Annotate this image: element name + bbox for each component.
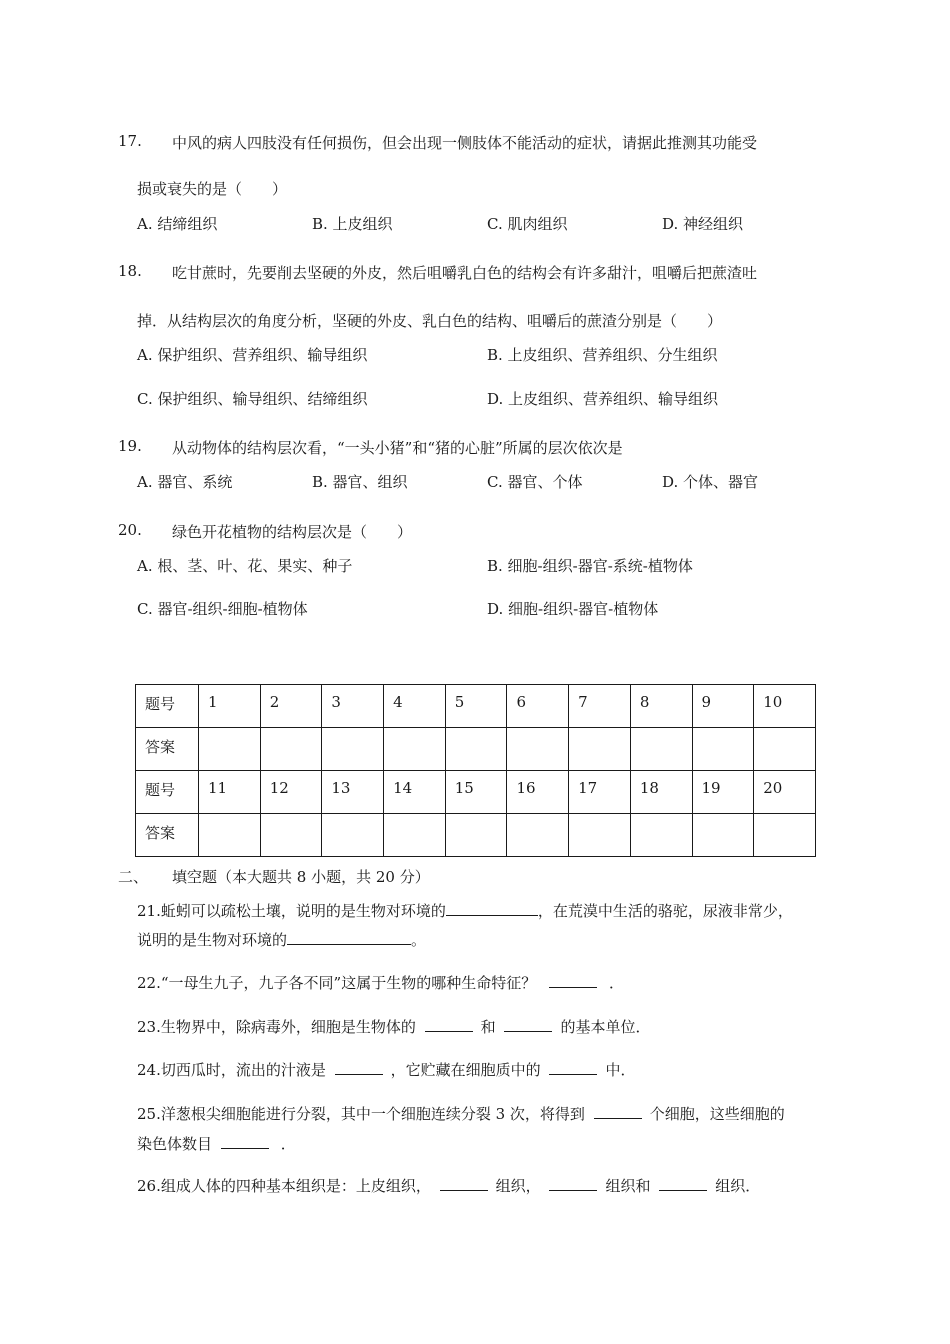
- question-23-text-b: 和: [480, 1018, 496, 1036]
- table-cell: 11: [199, 771, 261, 814]
- answer-blank[interactable]: [549, 972, 597, 988]
- row-label-question-number: 题号: [136, 771, 199, 814]
- answer-cell[interactable]: [569, 814, 631, 857]
- answer-blank[interactable]: [594, 1103, 642, 1119]
- question-24-text-c: 中．: [605, 1061, 636, 1079]
- answer-blank[interactable]: [425, 1016, 473, 1032]
- question-26-text-c: 组织和: [605, 1177, 651, 1195]
- table-cell: 14: [384, 771, 446, 814]
- question-25-line-2: [137, 1133, 296, 1154]
- question-17-number: 17.: [118, 132, 142, 150]
- table-row-answers-1: [136, 728, 816, 771]
- question-26-text-b: 组织，: [495, 1177, 541, 1195]
- q20-option-d: D. 细胞-组织-器官-植物体: [487, 600, 659, 618]
- q20-option-a: A. 根、茎、叶、花、果实、种子: [137, 557, 353, 575]
- question-18-text: 吃甘蔗时，先要削去坚硬的外皮，然后咀嚼乳白色的结构会有许多甜汁，咀嚼后把蔗渣吐: [172, 264, 758, 282]
- answer-blank[interactable]: [549, 1059, 597, 1075]
- table-cell: 18: [630, 771, 692, 814]
- q18-option-c: C. 保护组织、输导组织、结缔组织: [137, 390, 368, 408]
- answer-cell[interactable]: [384, 814, 446, 857]
- answer-cell[interactable]: [260, 814, 322, 857]
- table-cell: 9: [692, 685, 754, 728]
- table-cell: 10: [754, 685, 816, 728]
- question-22: [137, 972, 624, 993]
- table-cell: 3: [322, 685, 384, 728]
- question-24: [137, 1059, 635, 1080]
- question-21-line-1: [137, 900, 793, 921]
- q18-option-b: B. 上皮组织、营养组织、分生组织: [487, 346, 718, 364]
- section-2-title: 填空题（本大题共 8 小题，共 20 分）: [172, 868, 430, 886]
- answer-blank[interactable]: [287, 929, 411, 945]
- answer-blank[interactable]: [549, 1175, 597, 1191]
- table-cell: 19: [692, 771, 754, 814]
- answer-cell[interactable]: [322, 728, 384, 771]
- answer-cell[interactable]: [260, 728, 322, 771]
- table-cell: 8: [630, 685, 692, 728]
- answer-cell[interactable]: [322, 814, 384, 857]
- answer-cell[interactable]: [630, 814, 692, 857]
- row-label-answer: 答案: [136, 814, 199, 857]
- q17-option-a: A. 结缔组织: [137, 215, 218, 233]
- question-22-text-b: ．: [608, 974, 624, 992]
- question-21-text-a: 21.蚯蚓可以疏松土壤，说明的是生物对环境的: [137, 902, 446, 920]
- question-26-text-a: 26.组成人体的四种基本组织是：上皮组织，: [137, 1177, 431, 1195]
- answer-cell[interactable]: [507, 728, 569, 771]
- question-23-text-c: 的基本单位．: [560, 1018, 651, 1036]
- table-cell: 13: [322, 771, 384, 814]
- answer-cell[interactable]: [692, 814, 754, 857]
- question-17-text-cont: 损或衰失的是（ ）: [137, 180, 288, 198]
- question-17-text: 中风的病人四肢没有任何损伤，但会出现一侧肢体不能活动的症状，请据此推测其功能受: [172, 134, 758, 152]
- answer-cell[interactable]: [384, 728, 446, 771]
- question-21-text-c: 说明的是生物对环境的: [137, 931, 288, 949]
- question-25-text-a: 25.洋葱根尖细胞能进行分裂，其中一个细胞连续分裂 3 次，将得到: [137, 1105, 585, 1123]
- answer-cell[interactable]: [507, 814, 569, 857]
- table-cell: 6: [507, 685, 569, 728]
- answer-blank[interactable]: [446, 900, 538, 916]
- question-18-text-cont: 掉．从结构层次的角度分析，坚硬的外皮、乳白色的结构、咀嚼后的蔗渣分别是（ ）: [137, 312, 723, 330]
- question-21-text-d: 。: [411, 931, 427, 949]
- answer-cell[interactable]: [445, 814, 507, 857]
- q17-option-b: B. 上皮组织: [312, 215, 393, 233]
- question-25-text-d: ．: [280, 1135, 296, 1153]
- answer-cell[interactable]: [692, 728, 754, 771]
- table-row-answers-2: [136, 814, 816, 857]
- q20-option-c: C. 器官-组织-细胞-植物体: [137, 600, 308, 618]
- row-label-question-number: 题号: [136, 685, 199, 728]
- q17-option-c: C. 肌肉组织: [487, 215, 568, 233]
- q19-option-b: B. 器官、组织: [312, 473, 408, 491]
- q18-option-a: A. 保护组织、营养组织、输导组织: [137, 346, 368, 364]
- table-cell: 20: [754, 771, 816, 814]
- answer-cell[interactable]: [569, 728, 631, 771]
- question-21-line-2: [137, 929, 426, 950]
- question-18-number: 18.: [118, 262, 142, 280]
- answer-blank[interactable]: [440, 1175, 488, 1191]
- table-cell: 4: [384, 685, 446, 728]
- question-25-text-c: 染色体数目: [137, 1135, 213, 1153]
- table-cell: 1: [199, 685, 261, 728]
- q19-option-d: D. 个体、器官: [662, 473, 759, 491]
- answer-cell[interactable]: [445, 728, 507, 771]
- section-2-number: 二、: [118, 868, 149, 886]
- question-23-text-a: 23.生物界中，除病毒外，细胞是生物体的: [137, 1018, 416, 1036]
- question-24-text-b: ，它贮藏在细胞质中的: [390, 1061, 541, 1079]
- question-22-text-a: 22.“一母生九子，九子各不同”这属于生物的哪种生命特征？: [137, 974, 537, 992]
- table-cell: 12: [260, 771, 322, 814]
- answer-blank[interactable]: [659, 1175, 707, 1191]
- table-cell: 15: [445, 771, 507, 814]
- question-20-text: 绿色开花植物的结构层次是（ ）: [172, 523, 413, 541]
- table-cell: 2: [260, 685, 322, 728]
- q18-option-d: D. 上皮组织、营养组织、输导组织: [487, 390, 719, 408]
- row-label-answer: 答案: [136, 728, 199, 771]
- table-cell: 17: [569, 771, 631, 814]
- question-25-text-b: 个细胞，这些细胞的: [649, 1105, 785, 1123]
- question-26: [137, 1175, 760, 1196]
- question-25-line-1: [137, 1103, 785, 1124]
- table-row-numbers-1: [136, 685, 816, 728]
- question-26-text-d: 组织．: [715, 1177, 761, 1195]
- table-cell: 5: [445, 685, 507, 728]
- q19-option-c: C. 器官、个体: [487, 473, 583, 491]
- answer-cell[interactable]: [754, 728, 816, 771]
- answer-cell[interactable]: [199, 814, 261, 857]
- answer-cell[interactable]: [754, 814, 816, 857]
- table-cell: 7: [569, 685, 631, 728]
- answer-blank[interactable]: [335, 1059, 383, 1075]
- table-cell: 16: [507, 771, 569, 814]
- table-row-numbers-2: [136, 771, 816, 814]
- question-23: [137, 1016, 650, 1037]
- question-24-text-a: 24.切西瓜时，流出的汁液是: [137, 1061, 326, 1079]
- answer-table: [135, 684, 816, 857]
- answer-cell[interactable]: [630, 728, 692, 771]
- q20-option-b: B. 细胞-组织-器官-系统-植物体: [487, 557, 693, 575]
- question-19-text: 从动物体的结构层次看，“一头小猪”和“猪的心脏”所属的层次依次是: [172, 439, 623, 457]
- answer-blank[interactable]: [504, 1016, 552, 1032]
- q17-option-d: D. 神经组织: [662, 215, 744, 233]
- question-20-number: 20.: [118, 521, 142, 539]
- q19-option-a: A. 器官、系统: [137, 473, 233, 491]
- question-19-number: 19.: [118, 437, 142, 455]
- answer-cell[interactable]: [199, 728, 261, 771]
- question-21-text-b: ，在荒漠中生活的骆驼，尿液非常少，: [537, 902, 793, 920]
- answer-blank[interactable]: [221, 1133, 269, 1149]
